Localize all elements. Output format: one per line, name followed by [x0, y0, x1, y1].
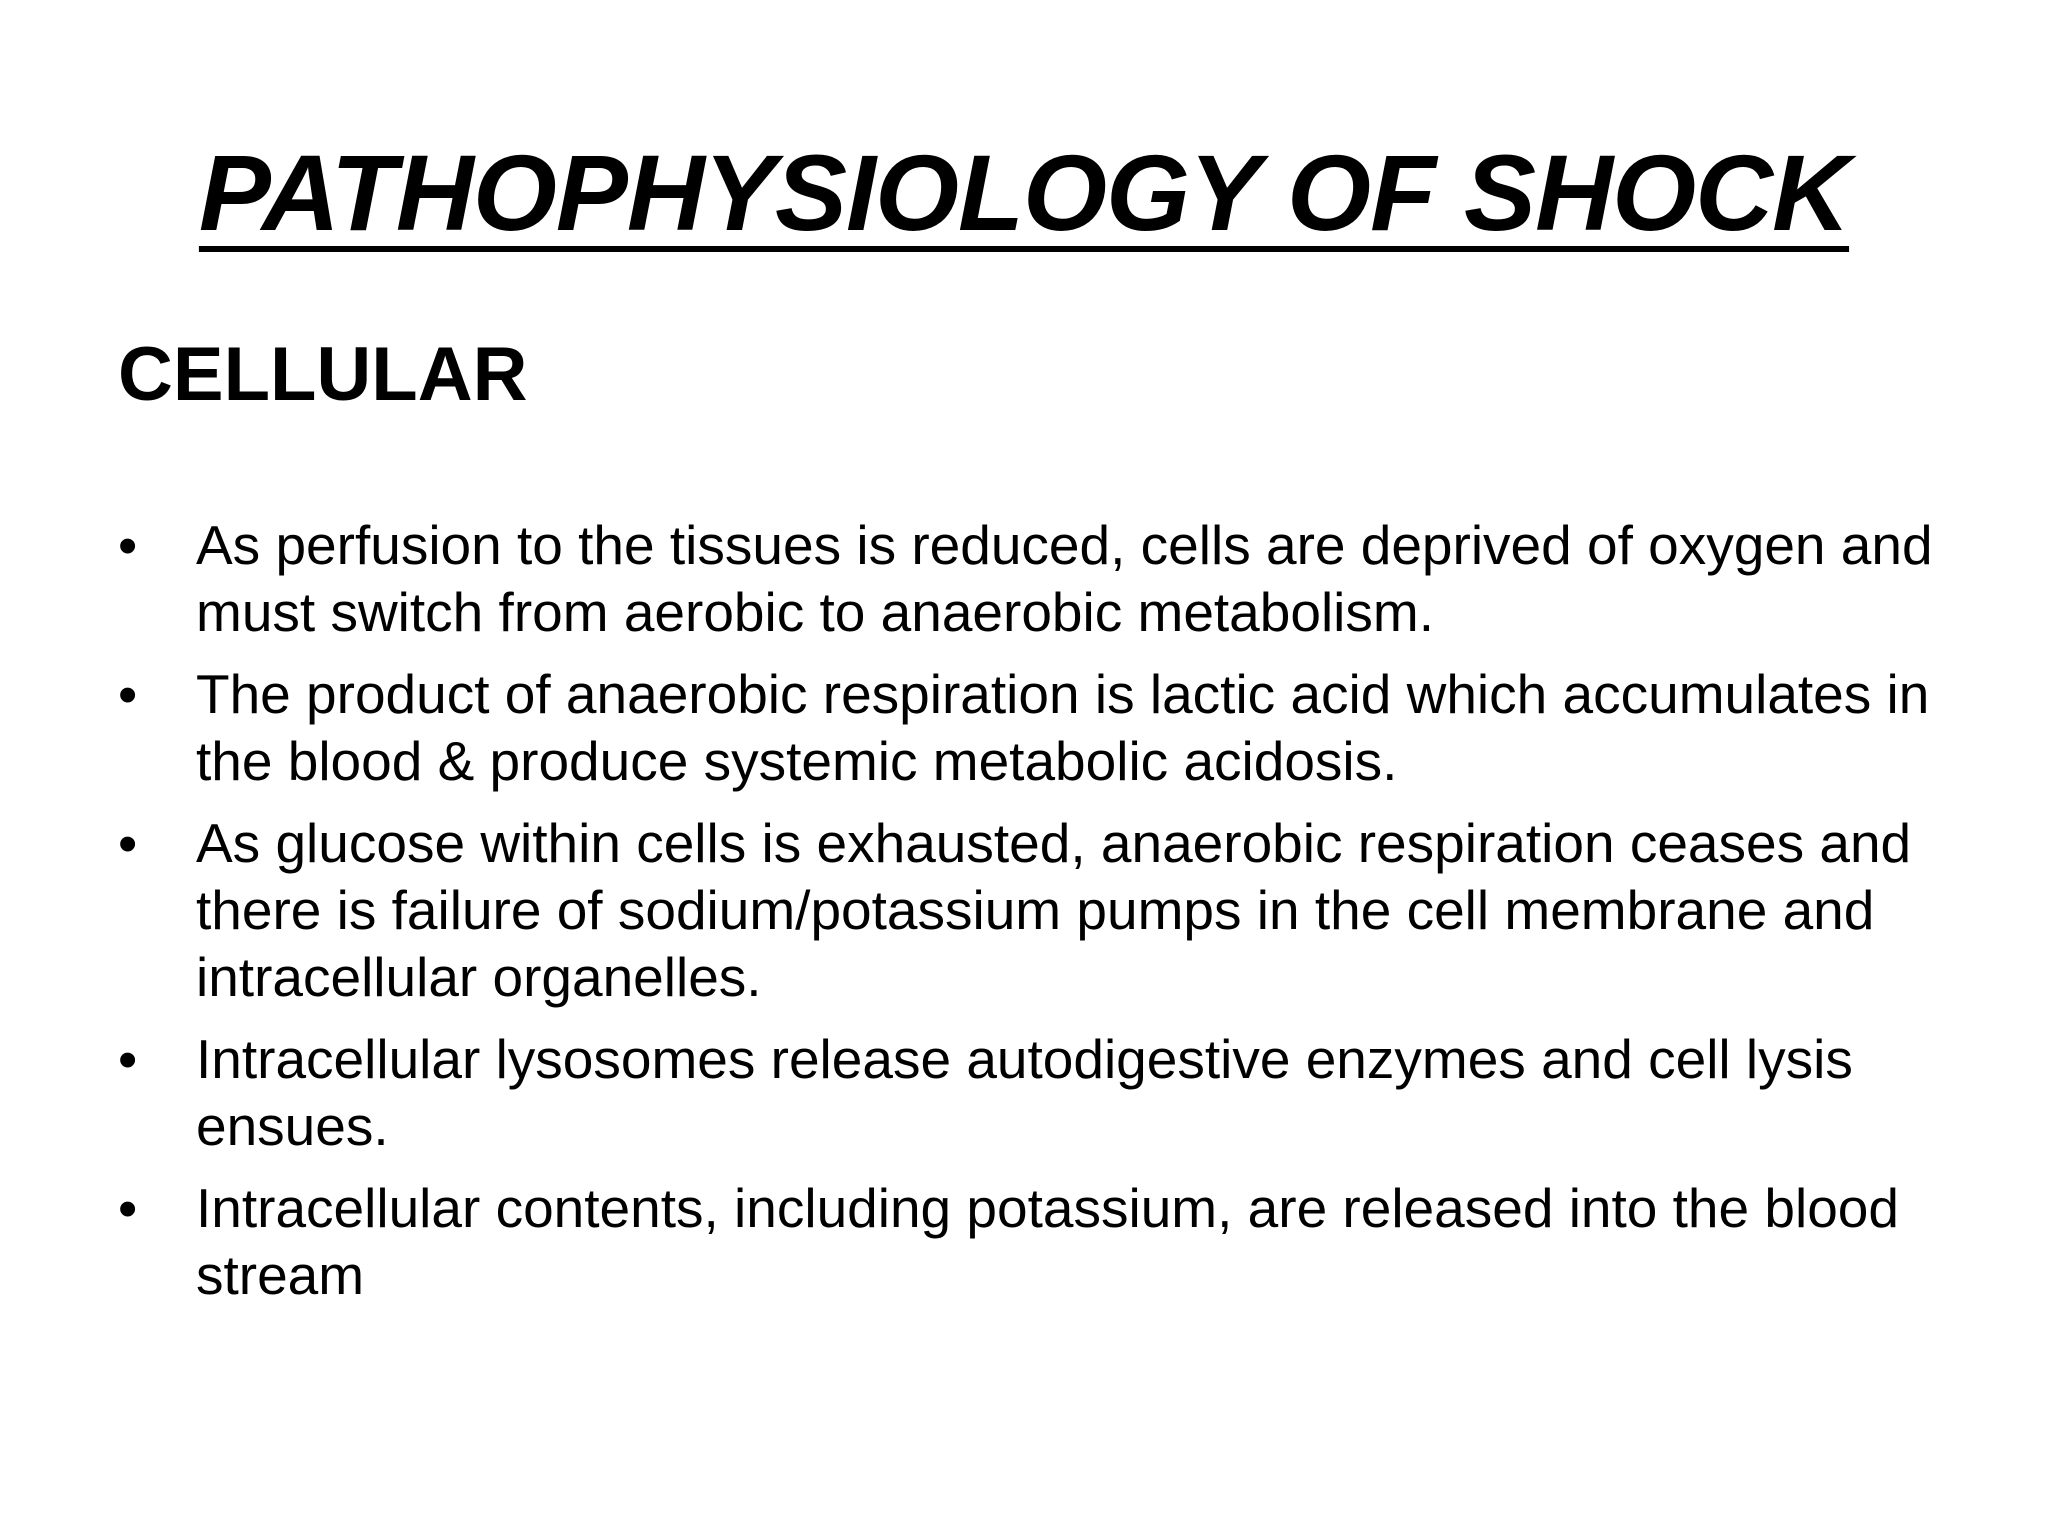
bullet-marker: • [118, 1177, 138, 1239]
bullet-item [118, 810, 1998, 1011]
bullet-marker: • [118, 514, 138, 576]
bullet-text: The product of anaerobic respiration is lactic acid which accumulates in the blood & produce systemic metabolic acidosis. [196, 663, 1930, 792]
bullet-item [118, 1175, 1998, 1309]
bullet-marker: • [118, 1028, 138, 1090]
bullet-item [118, 661, 1998, 795]
slide-title [0, 128, 2048, 258]
bullet-text: Intracellular contents, including potassium, are released into the blood stream [196, 1177, 1899, 1306]
section-heading: CELLULAR [118, 332, 528, 417]
bullet-text: As glucose within cells is exhausted, anaerobic respiration ceases and there is failure of sodium/potassium pumps in the cell membrane and intracellular organelles. [196, 812, 1912, 1008]
bullet-marker: • [118, 663, 138, 725]
bullet-marker: • [118, 812, 138, 874]
bullet-list [118, 512, 1998, 1324]
bullet-text: Intracellular lysosomes release autodigestive enzymes and cell lysis ensues. [196, 1028, 1853, 1157]
bullet-text: As perfusion to the tissues is reduced, cells are deprived of oxygen and must switch from aerobic to anaerobic metabolism. [196, 514, 1933, 643]
slide-title-text: PATHOPHYSIOLOGY OF SHOCK [198, 132, 1850, 253]
bullet-item [118, 512, 1998, 646]
bullet-item [118, 1026, 1998, 1160]
